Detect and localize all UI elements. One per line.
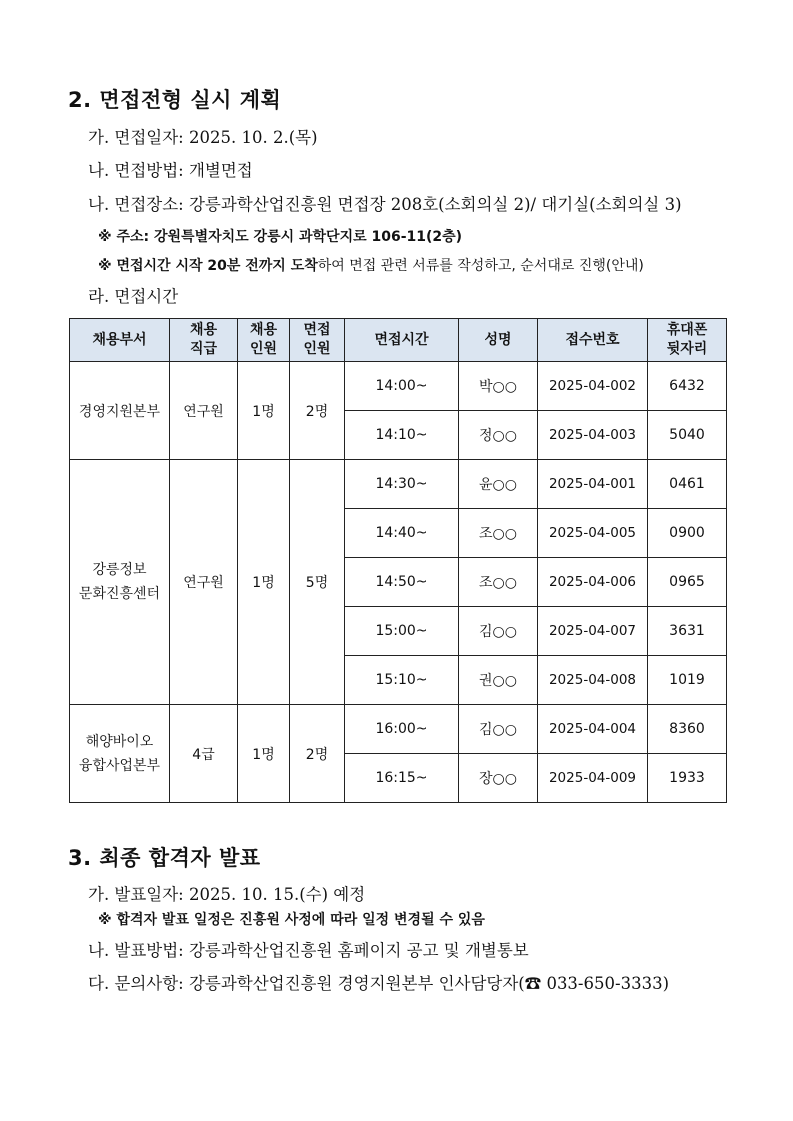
time-cell: 14:40~: [345, 509, 459, 558]
name-cell: 박○○: [459, 362, 538, 411]
table-row: [70, 460, 727, 509]
dept-cell: 경영지원본부: [70, 362, 170, 460]
hire-cell: 1명: [238, 460, 290, 705]
interview-count-cell: 5명: [290, 460, 345, 705]
section2-heading: 2. 면접전형 실시 계획: [68, 88, 282, 112]
time-cell: 16:15~: [345, 754, 459, 803]
rank-cell: 4급: [170, 705, 238, 803]
phone-cell: 8360: [648, 705, 727, 754]
time-cell: 14:10~: [345, 411, 459, 460]
arrival-note: [98, 255, 644, 275]
name-cell: 정○○: [459, 411, 538, 460]
name-cell: 윤○○: [459, 460, 538, 509]
interview-count-cell: 2명: [290, 705, 345, 803]
section3-heading: 3. 최종 합격자 발표: [68, 846, 261, 870]
phone-cell: 6432: [648, 362, 727, 411]
header-time: 면접시간: [345, 319, 459, 362]
name-cell: 김○○: [459, 607, 538, 656]
phone-cell: 0900: [648, 509, 727, 558]
arrival-note-rest: 하여 면접 관련 서류를 작성하고, 순서대로 진행(안내): [317, 258, 644, 274]
header-hire: 채용 인원: [238, 319, 290, 362]
receipt-cell: 2025-04-004: [538, 705, 648, 754]
receipt-cell: 2025-04-002: [538, 362, 648, 411]
inquiry-line: 다. 문의사항: 강릉과학산업진흥원 경영지원본부 인사담당자(☎ 033-650-3333): [88, 974, 670, 993]
name-cell: 김○○: [459, 705, 538, 754]
receipt-cell: 2025-04-001: [538, 460, 648, 509]
phone-cell: 1933: [648, 754, 727, 803]
rank-cell: 연구원: [170, 460, 238, 705]
header-rank: 채용 직급: [170, 319, 238, 362]
interview-method-line: 나. 면접방법: 개별면접: [88, 161, 253, 180]
receipt-cell: 2025-04-007: [538, 607, 648, 656]
receipt-cell: 2025-04-005: [538, 509, 648, 558]
table-row: [70, 362, 727, 411]
header-receipt: 접수번호: [538, 319, 648, 362]
receipt-cell: 2025-04-003: [538, 411, 648, 460]
receipt-cell: 2025-04-009: [538, 754, 648, 803]
announce-date-line: 가. 발표일자: 2025. 10. 15.(수) 예정: [88, 885, 366, 904]
phone-cell: 1019: [648, 656, 727, 705]
announce-method-line: 나. 발표방법: 강릉과학산업진흥원 홈페이지 공고 및 개별통보: [88, 941, 529, 960]
hire-cell: 1명: [238, 705, 290, 803]
interview-time-line: 라. 면접시간: [88, 287, 179, 306]
hire-cell: 1명: [238, 362, 290, 460]
time-cell: 14:50~: [345, 558, 459, 607]
phone-cell: 0461: [648, 460, 727, 509]
address-note: ※ 주소: 강원특별자치도 강릉시 과학단지로 106-11(2층): [98, 229, 463, 245]
time-cell: 15:00~: [345, 607, 459, 656]
name-cell: 조○○: [459, 558, 538, 607]
phone-cell: 5040: [648, 411, 727, 460]
time-cell: 14:00~: [345, 362, 459, 411]
phone-cell: 0965: [648, 558, 727, 607]
name-cell: 조○○: [459, 509, 538, 558]
arrival-note-bold: ※ 면접시간 시작 20분 전까지 도착: [98, 258, 318, 274]
interview-date-line: 가. 면접일자: 2025. 10. 2.(목): [88, 128, 318, 147]
header-dept: 채용부서: [70, 319, 170, 362]
dept-cell: 강릉정보 문화진흥센터: [70, 460, 170, 705]
interview-place-line: 나. 면접장소: 강릉과학산업진흥원 면접장 208호(소회의실 2)/ 대기실(소회의실 3): [88, 195, 682, 214]
header-name: 성명: [459, 319, 538, 362]
receipt-cell: 2025-04-006: [538, 558, 648, 607]
time-cell: 15:10~: [345, 656, 459, 705]
header-interview-count: 면접 인원: [290, 319, 345, 362]
receipt-cell: 2025-04-008: [538, 656, 648, 705]
phone-cell: 3631: [648, 607, 727, 656]
dept-cell: 해양바이오 융합사업본부: [70, 705, 170, 803]
time-cell: 14:30~: [345, 460, 459, 509]
name-cell: 장○○: [459, 754, 538, 803]
table-header-row: [70, 319, 727, 362]
rank-cell: 연구원: [170, 362, 238, 460]
name-cell: 권○○: [459, 656, 538, 705]
header-phone: 휴대폰 뒷자리: [648, 319, 727, 362]
interview-count-cell: 2명: [290, 362, 345, 460]
table-row: [70, 705, 727, 754]
time-cell: 16:00~: [345, 705, 459, 754]
announce-note: ※ 합격자 발표 일정은 진흥원 사정에 따라 일정 변경될 수 있음: [98, 912, 485, 928]
interview-schedule-table: [69, 318, 727, 803]
